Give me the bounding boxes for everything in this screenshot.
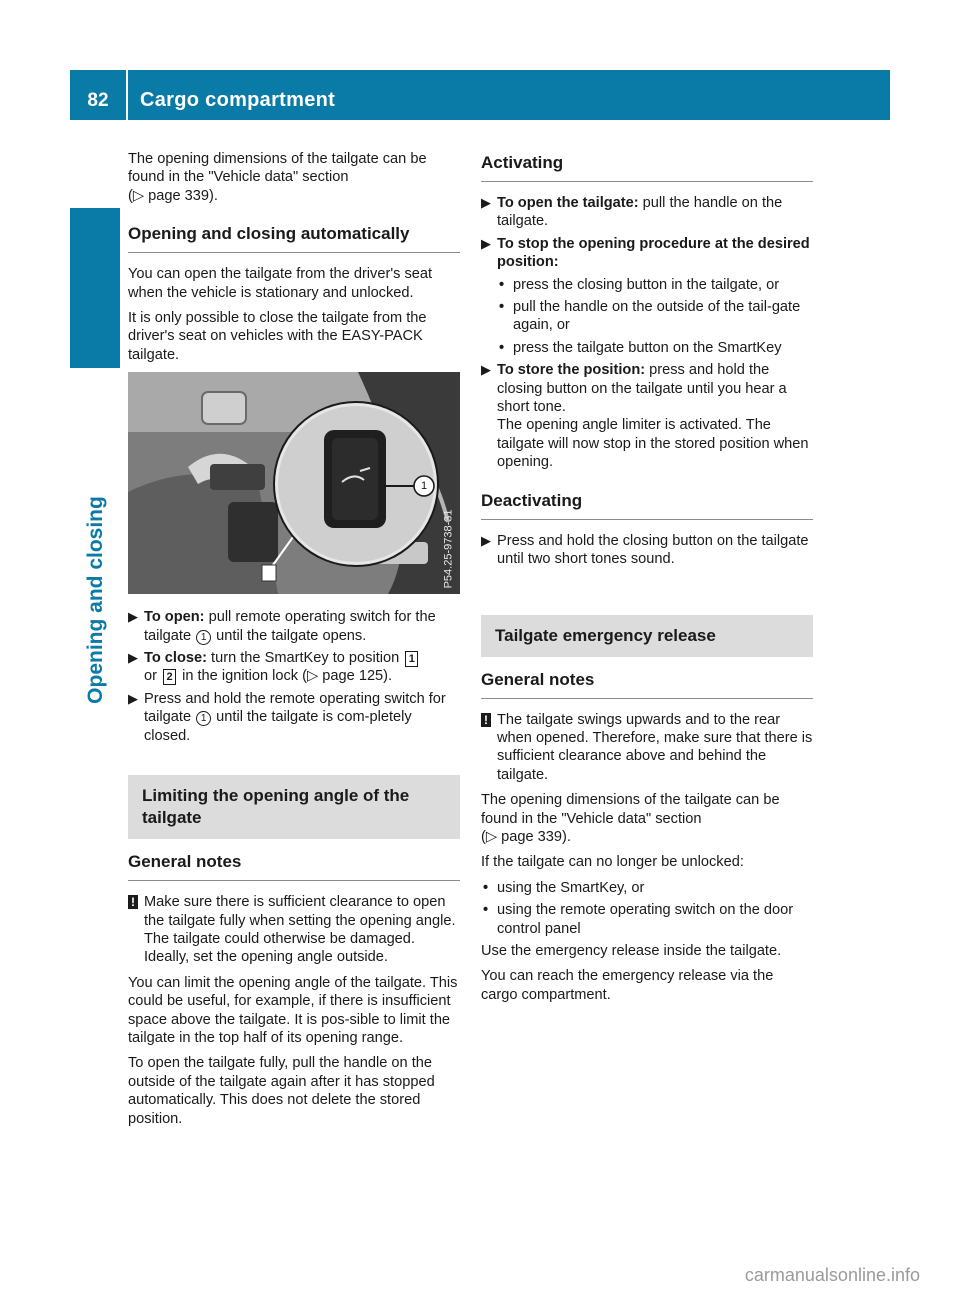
step-arrow-icon: ▶	[481, 195, 491, 210]
intro-paragraph	[128, 150, 460, 205]
step-press-hold	[128, 690, 460, 745]
page-ref-arrow-icon: ▷	[307, 668, 319, 685]
step-text: turn the SmartKey to position	[206, 650, 404, 667]
bullet-icon: •	[499, 299, 505, 316]
list-item	[497, 298, 813, 335]
deact-step	[481, 532, 813, 569]
bullet-icon: •	[483, 902, 489, 919]
page-header	[70, 70, 890, 120]
act-step-open	[481, 194, 813, 231]
step-arrow-icon: ▶	[128, 650, 138, 666]
general-notes-heading: General notes	[128, 851, 460, 881]
emergency-paragraph-1: Use the emergency release inside the tailgate.	[481, 942, 782, 959]
dims-text: The opening dimensions of the tailgate can be found in the "Vehicle data" section	[481, 792, 780, 827]
header-divider	[126, 70, 128, 120]
limit-section-box: Limiting the opening angle of the tailgate	[128, 775, 460, 839]
warning-note	[481, 711, 813, 785]
step-result: The opening angle limiter is activated. The tailgate will now stop in the stored position when opening.	[497, 417, 809, 471]
step-arrow-icon: ▶	[481, 532, 491, 548]
unlock-intro: If the tailgate can no longer be unlocked:	[481, 854, 744, 871]
page-ref-arrow-icon: ▷	[485, 828, 498, 845]
emergency-paragraph-2: You can reach the emergency release via the cargo compartment.	[481, 968, 774, 1003]
step-label: To open the tailgate:	[497, 195, 639, 211]
list-item-text: press the tailgate button on the SmartKey	[513, 339, 782, 356]
door-panel-illustration	[128, 372, 460, 594]
intro-text: The opening dimensions of the tailgate can be found in the "Vehicle data" section	[128, 151, 427, 186]
list-item-text: using the remote operating switch on the door control panel	[497, 902, 794, 937]
auto-paragraph-2: It is only possible to close the tailgate from the driver's seat on vehicles with the EASY-PACK tailgate.	[128, 310, 427, 363]
step-text: pull remote operating switch for the tailgate	[144, 609, 436, 644]
warning-note	[128, 893, 460, 967]
limit-paragraph-1: You can limit the opening angle of the tailgate. This could be useful, for example, if there is insufficient space above the tailgate. It is pos-sible to limit the tailgate in the top half of its opening range.	[128, 974, 458, 1046]
list-item-text: pull the handle on the outside of the tail-gate again, or	[513, 299, 801, 334]
page-ref-arrow-icon: ▷	[132, 187, 145, 204]
section-title: Cargo compartment	[140, 89, 336, 111]
auto-paragraph-1: You can open the tailgate from the driver's seat when the vehicle is stationary and unlocked.	[128, 266, 433, 301]
key-position-1: 1	[405, 651, 418, 667]
dims-paragraph	[481, 791, 813, 846]
chapter-tab	[70, 208, 120, 368]
step-text: pull the handle on the tailgate.	[497, 195, 783, 230]
activating-heading: Activating	[481, 152, 813, 182]
step-label: To open:	[144, 609, 205, 626]
emergency-section-box: Tailgate emergency release	[481, 615, 813, 657]
bullet-icon: •	[483, 879, 489, 896]
figure-callout-1: 1	[420, 480, 428, 493]
step-arrow-icon: ▶	[481, 362, 491, 378]
general-notes-heading: General notes	[481, 669, 813, 699]
right-column	[481, 150, 813, 1011]
step-text: until the tailgate is com-pletely closed.	[144, 709, 412, 744]
step-text: Press and hold the closing button on the tailgate until two short tones sound.	[497, 532, 809, 568]
step-text: press and hold the closing button on the tailgate until you hear a short tone.	[497, 362, 787, 416]
list-item-text: press the closing button in the tailgate, or	[513, 276, 780, 293]
step-arrow-icon: ▶	[481, 235, 491, 251]
list-item	[497, 276, 813, 294]
warning-text: Make sure there is sufficient clearance to open the tailgate fully when setting the opening angle. The tailgate could otherwise be damaged. Ideally, set the opening angle outside.	[144, 894, 456, 966]
act-step-store	[481, 361, 813, 471]
page-ref-link[interactable]: page 125).	[318, 668, 393, 685]
page-ref-link[interactable]: page 339).	[497, 828, 571, 845]
bullet-icon: •	[499, 276, 505, 293]
step-arrow-icon: ▶	[128, 609, 138, 625]
step-close	[128, 649, 460, 686]
step-label: To store the position:	[497, 362, 646, 379]
step-text: until the tailgate opens.	[212, 627, 367, 644]
step-text: Press and hold the remote operating switch for tailgate	[144, 690, 446, 726]
list-item	[481, 901, 813, 938]
step-open	[128, 608, 460, 645]
step-label: To stop the opening procedure at the desired position:	[497, 235, 810, 271]
warning-icon: !	[481, 713, 491, 727]
step-text: or	[144, 668, 162, 685]
bullet-icon: •	[499, 339, 505, 356]
callout-1-icon: 1	[196, 711, 211, 726]
site-watermark: carmanualsonline.info	[744, 1264, 920, 1285]
act-step-stop	[481, 235, 813, 272]
figure-id: P54.25-9738-31	[442, 509, 455, 589]
key-position-2: 2	[163, 669, 176, 685]
list-item-text: using the SmartKey, or	[497, 879, 645, 896]
limit-paragraph-2: To open the tailgate fully, pull the handle on the outside of the tailgate again after it has stopped automatically. This does not delete the stored position.	[128, 1055, 435, 1127]
step-label: To close:	[144, 650, 207, 667]
door-switch-figure	[128, 372, 460, 594]
warning-icon: !	[128, 895, 138, 909]
left-column	[128, 150, 460, 1135]
callout-1-icon: 1	[196, 630, 211, 645]
warning-text: The tailgate swings upwards and to the rear when opened. Therefore, make sure that there is sufficient clearance above and behind the tailgate.	[497, 711, 813, 783]
act-step-stop-options	[481, 276, 813, 358]
deactivating-heading: Deactivating	[481, 490, 813, 520]
auto-heading: Opening and closing automatically	[128, 223, 460, 253]
list-item	[497, 339, 813, 357]
step-arrow-icon: ▶	[128, 690, 138, 706]
page-ref-link[interactable]: page 339).	[144, 187, 218, 204]
step-text: in the ignition lock (	[178, 668, 308, 685]
ref-paren: (	[128, 187, 133, 204]
page-number: 82	[87, 90, 109, 111]
list-item	[481, 879, 813, 897]
chapter-label: Opening and closing	[83, 496, 107, 704]
ref-paren: (	[481, 828, 486, 845]
